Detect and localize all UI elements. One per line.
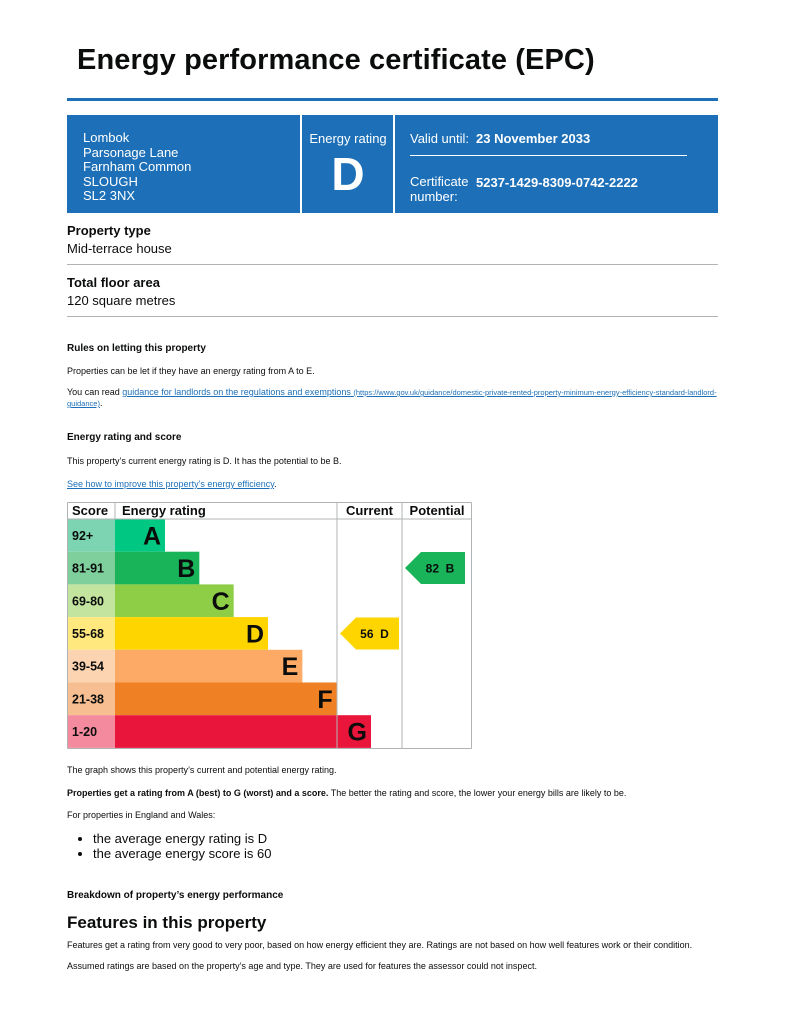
valid-until-date: 23 November 2033 bbox=[476, 131, 591, 146]
property-type-label: Property type bbox=[67, 223, 151, 238]
current-column-header: Current bbox=[346, 503, 393, 518]
property-address bbox=[83, 131, 191, 204]
improve-efficiency-link[interactable]: See how to improve this property’s energy efficiency bbox=[67, 479, 275, 489]
banner-divider bbox=[300, 115, 302, 213]
rating-column-header: Energy rating bbox=[122, 503, 206, 518]
rating-band-letter: G bbox=[347, 718, 367, 747]
certificate-number: 5237-1429-8309-0742-2222 bbox=[476, 175, 638, 190]
guidance-link-url: (https://www.gov.uk/guidance/domestic-private-rented-property-minimum-energy-efficiency-standard-landlord-guidance) bbox=[67, 388, 717, 408]
score-range-label: 69-80 bbox=[72, 594, 104, 609]
floor-area-value: 120 square metres bbox=[67, 293, 176, 308]
england-wales-text: For properties in England and Wales: bbox=[67, 810, 216, 820]
improve-paragraph bbox=[67, 479, 717, 490]
score-range-label: 81-91 bbox=[72, 561, 104, 576]
banner-divider bbox=[393, 115, 395, 213]
energy-rating-letter: D bbox=[331, 148, 365, 200]
rating-band-bar bbox=[115, 683, 337, 716]
score-range-label: 21-38 bbox=[72, 692, 104, 707]
list-item: • the average energy rating is D bbox=[93, 831, 272, 846]
assumed-ratings-text: Assumed ratings are based on the property’s age and type. They are used for features the assessor could not inspect. bbox=[67, 961, 537, 971]
averages-list bbox=[75, 831, 272, 861]
letting-rules-heading: Rules on letting this property bbox=[67, 343, 206, 354]
rating-band-letter: D bbox=[245, 620, 264, 649]
score-range-label: 92+ bbox=[72, 528, 94, 543]
title-divider bbox=[67, 98, 718, 101]
landlord-guidance-link[interactable] bbox=[67, 387, 717, 408]
rating-band-letter: B bbox=[177, 555, 196, 584]
rating-band-bar bbox=[115, 650, 302, 683]
rating-explanation-rest: The better the rating and score, the lower your energy bills are likely to be. bbox=[328, 788, 627, 798]
floor-area-label: Total floor area bbox=[67, 275, 160, 290]
page-title: Energy performance certificate (EPC) bbox=[77, 44, 595, 76]
rating-band-letter: C bbox=[211, 587, 230, 616]
address-line: SL2 3NX bbox=[83, 188, 136, 203]
score-range-label: 39-54 bbox=[72, 659, 104, 674]
features-text: Features get a rating from very good to very poor, based on how energy efficient they are. Ratings are not based on how well features work or their condition. bbox=[67, 940, 693, 950]
rating-band-bar bbox=[115, 715, 371, 748]
potential-rating-label: 82 B bbox=[425, 561, 455, 576]
section-divider bbox=[67, 264, 718, 265]
potential-column-header: Potential bbox=[409, 503, 465, 518]
energy-rating-chart bbox=[67, 502, 472, 749]
features-title: Features in this property bbox=[67, 913, 267, 932]
section-divider bbox=[67, 316, 718, 317]
guidance-prefix: You can read bbox=[67, 387, 123, 397]
address-line: Farnham Common bbox=[83, 159, 192, 174]
current-rating-label: 56 D bbox=[360, 626, 389, 641]
landlord-guidance-paragraph bbox=[67, 387, 717, 409]
graph-caption: The graph shows this property’s current and potential energy rating. bbox=[67, 765, 337, 775]
property-type-value: Mid-terrace house bbox=[67, 241, 172, 256]
rating-explanation bbox=[67, 788, 717, 799]
improve-suffix: . bbox=[274, 479, 277, 489]
breakdown-heading: Breakdown of property’s energy performance bbox=[67, 890, 284, 901]
rating-band-letter: F bbox=[317, 685, 333, 714]
address-line: Lombok bbox=[83, 130, 130, 145]
energy-rating-label: Energy rating bbox=[309, 131, 387, 146]
guidance-link-text: guidance for landlords on the regulations and exemptions bbox=[122, 387, 351, 397]
score-column-header: Score bbox=[72, 503, 109, 518]
rating-explanation-bold: Properties get a rating from A (best) to G (worst) and a score. bbox=[67, 788, 329, 798]
valid-until-label: Valid until: bbox=[410, 131, 470, 146]
score-range-label: 55-68 bbox=[72, 626, 104, 641]
epc-summary-banner bbox=[67, 115, 718, 213]
energy-rating-text: This property’s current energy rating is D. It has the potential to be B. bbox=[67, 456, 342, 466]
letting-rules-text: Properties can be let if they have an energy rating from A to E. bbox=[67, 366, 315, 376]
banner-hline bbox=[410, 155, 687, 156]
certificate-number-label: Certificate number: bbox=[410, 174, 469, 204]
rating-band-letter: E bbox=[281, 653, 299, 682]
list-item: • the average energy score is 60 bbox=[93, 846, 272, 861]
rating-band-letter: A bbox=[142, 522, 161, 551]
address-line: SLOUGH bbox=[83, 173, 138, 189]
score-range-label: 1-20 bbox=[72, 725, 98, 740]
energy-rating-heading: Energy rating and score bbox=[67, 432, 182, 443]
address-line: Parsonage Lane bbox=[83, 144, 179, 160]
guidance-suffix: . bbox=[99, 398, 103, 408]
